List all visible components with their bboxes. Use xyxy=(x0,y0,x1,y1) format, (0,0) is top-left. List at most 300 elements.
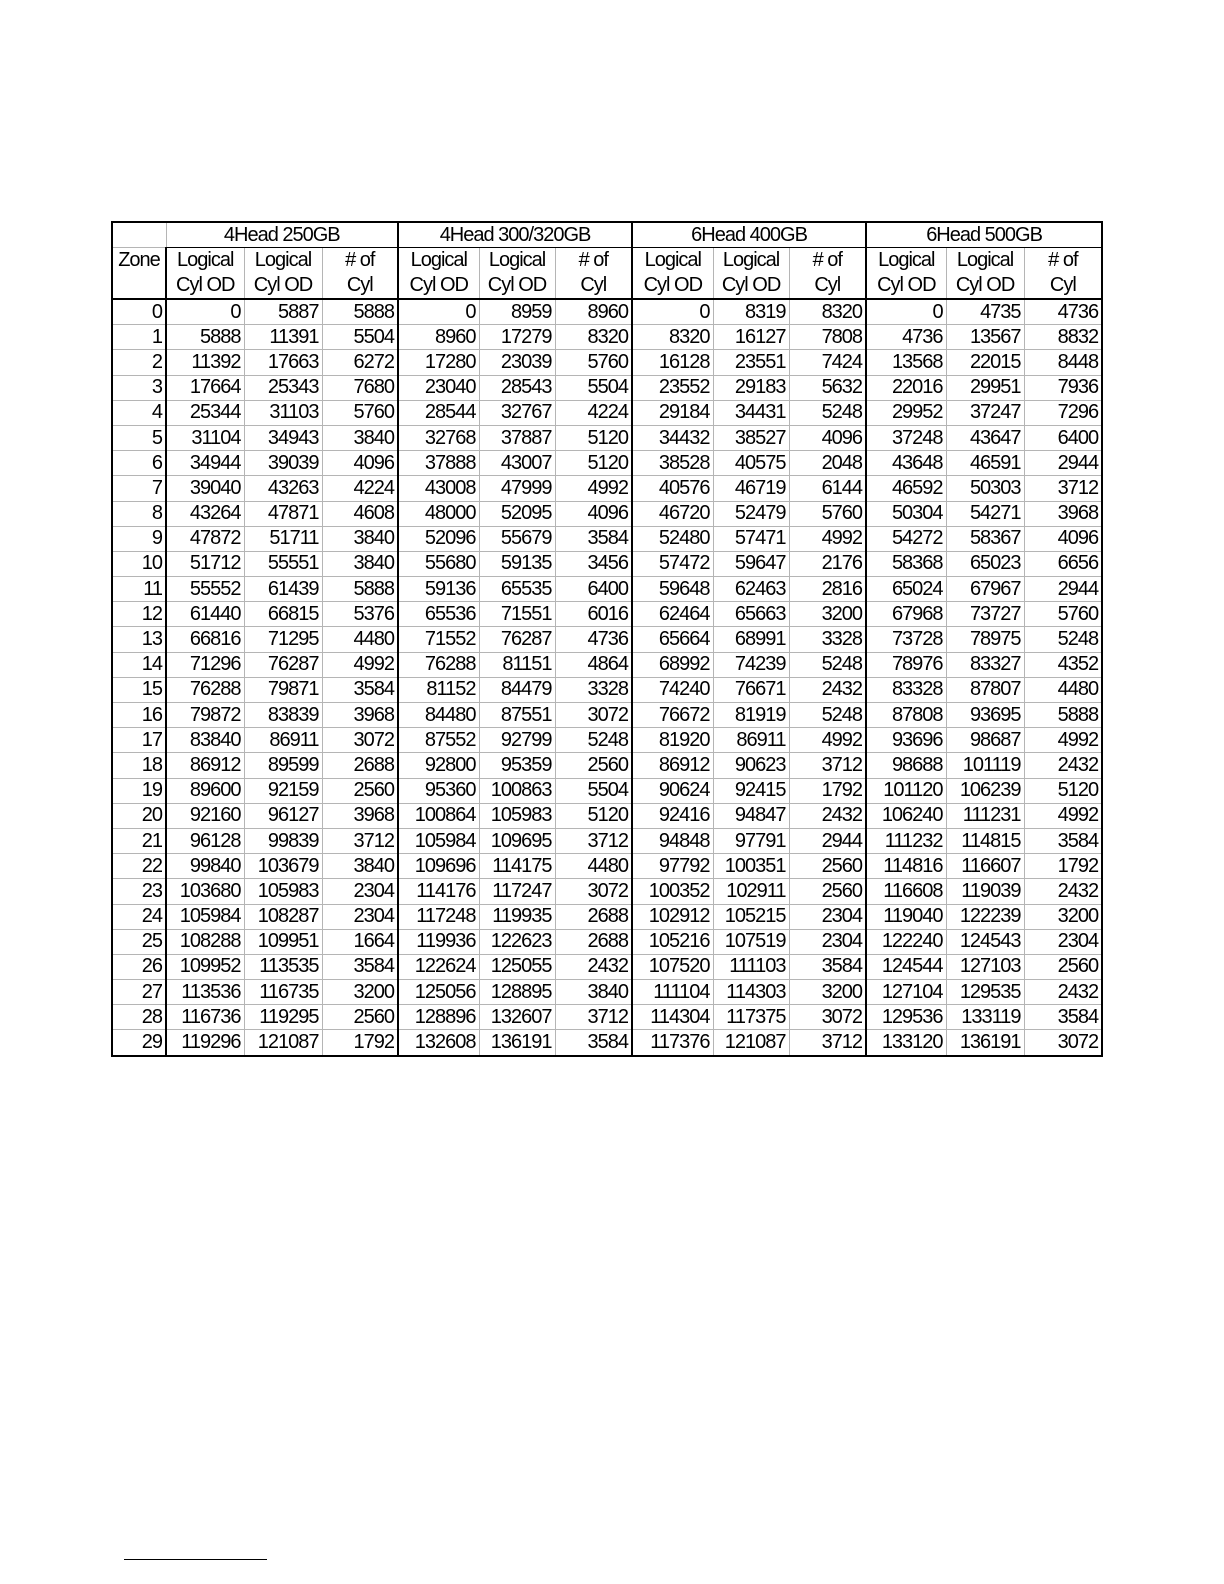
zone-cell: 25 xyxy=(112,929,166,954)
4head-300-320gb-logical-cyl-od-end-cell: 71551 xyxy=(479,602,555,627)
4head-250gb-logical-cyl-od-end-cell: 96127 xyxy=(244,803,322,828)
4head-250gb-logical-cyl-od-start-cell: 0 xyxy=(166,299,244,325)
table-row xyxy=(112,753,1102,778)
4head-300-320gb-num-cyl-cell: 4736 xyxy=(555,627,632,652)
zone-cell: 22 xyxy=(112,854,166,879)
zone-cell: 15 xyxy=(112,677,166,702)
4head-300-320gb-logical-cyl-od-end-cell: 47999 xyxy=(479,476,555,501)
6head-400gb-logical-cyl-od-end-cell: 86911 xyxy=(713,728,789,753)
4head-250gb-logical-cyl-od-end-cell: 103679 xyxy=(244,854,322,879)
4head-300-320gb-logical-cyl-od-start-cell: 109696 xyxy=(398,854,479,879)
6head-400gb-logical-cyl-od-end-cell: 34431 xyxy=(713,400,789,425)
6head-400gb-logical-cyl-od-start-cell: 23552 xyxy=(632,375,713,400)
4head-300-320gb-logical-cyl-od-start-cell: 84480 xyxy=(398,703,479,728)
6head-400gb-logical-cyl-od-end-cell: 59647 xyxy=(713,551,789,576)
col-subheader-4head-300-320gb-num-cyl: Cyl xyxy=(555,273,632,299)
6head-500gb-logical-cyl-od-end-cell: 111231 xyxy=(946,803,1024,828)
zone-cell: 3 xyxy=(112,375,166,400)
6head-400gb-logical-cyl-od-start-cell: 46720 xyxy=(632,501,713,526)
4head-250gb-num-cyl-cell: 2304 xyxy=(322,879,398,904)
6head-400gb-num-cyl-cell: 7808 xyxy=(789,325,866,350)
4head-250gb-num-cyl-cell: 6272 xyxy=(322,350,398,375)
4head-250gb-logical-cyl-od-end-cell: 61439 xyxy=(244,577,322,602)
table-row xyxy=(112,425,1102,450)
6head-500gb-num-cyl-cell: 4096 xyxy=(1024,526,1102,551)
4head-250gb-logical-cyl-od-end-cell: 92159 xyxy=(244,778,322,803)
4head-250gb-logical-cyl-od-start-cell: 11392 xyxy=(166,350,244,375)
4head-300-320gb-num-cyl-cell: 8960 xyxy=(555,299,632,325)
4head-250gb-logical-cyl-od-start-cell: 76288 xyxy=(166,677,244,702)
4head-300-320gb-logical-cyl-od-start-cell: 76288 xyxy=(398,652,479,677)
6head-500gb-logical-cyl-od-end-cell: 67967 xyxy=(946,577,1024,602)
4head-300-320gb-logical-cyl-od-end-cell: 52095 xyxy=(479,501,555,526)
6head-400gb-logical-cyl-od-start-cell: 97792 xyxy=(632,854,713,879)
6head-400gb-logical-cyl-od-end-cell: 121087 xyxy=(713,1030,789,1056)
6head-500gb-num-cyl-cell: 8832 xyxy=(1024,325,1102,350)
table-row xyxy=(112,451,1102,476)
6head-500gb-logical-cyl-od-start-cell: 124544 xyxy=(866,954,946,979)
6head-400gb-logical-cyl-od-start-cell: 94848 xyxy=(632,828,713,853)
6head-500gb-logical-cyl-od-end-cell: 37247 xyxy=(946,400,1024,425)
6head-500gb-logical-cyl-od-start-cell: 98688 xyxy=(866,753,946,778)
header-group-row xyxy=(112,222,1102,248)
4head-300-320gb-logical-cyl-od-end-cell: 117247 xyxy=(479,879,555,904)
4head-300-320gb-logical-cyl-od-start-cell: 52096 xyxy=(398,526,479,551)
4head-300-320gb-num-cyl-cell: 2432 xyxy=(555,954,632,979)
6head-400gb-logical-cyl-od-start-cell: 38528 xyxy=(632,451,713,476)
6head-500gb-num-cyl-cell: 4992 xyxy=(1024,803,1102,828)
4head-300-320gb-logical-cyl-od-end-cell: 105983 xyxy=(479,803,555,828)
table-row xyxy=(112,803,1102,828)
4head-300-320gb-logical-cyl-od-start-cell: 128896 xyxy=(398,1005,479,1030)
group-header-4head-250gb: 4Head 250GB xyxy=(166,222,398,248)
6head-400gb-logical-cyl-od-start-cell: 40576 xyxy=(632,476,713,501)
col-header-6head-500gb-logical-cyl-od-end: Logical xyxy=(946,248,1024,274)
4head-250gb-num-cyl-cell: 3840 xyxy=(322,551,398,576)
4head-300-320gb-num-cyl-cell: 3584 xyxy=(555,526,632,551)
4head-250gb-logical-cyl-od-start-cell: 116736 xyxy=(166,1005,244,1030)
4head-250gb-num-cyl-cell: 4096 xyxy=(322,451,398,476)
4head-300-320gb-logical-cyl-od-end-cell: 28543 xyxy=(479,375,555,400)
6head-500gb-num-cyl-cell: 3968 xyxy=(1024,501,1102,526)
table-row xyxy=(112,400,1102,425)
col-header-6head-500gb-num-cyl: # of xyxy=(1024,248,1102,274)
4head-250gb-num-cyl-cell: 4608 xyxy=(322,501,398,526)
4head-250gb-logical-cyl-od-start-cell: 92160 xyxy=(166,803,244,828)
4head-300-320gb-logical-cyl-od-end-cell: 37887 xyxy=(479,425,555,450)
6head-500gb-logical-cyl-od-start-cell: 46592 xyxy=(866,476,946,501)
4head-300-320gb-logical-cyl-od-start-cell: 55680 xyxy=(398,551,479,576)
4head-300-320gb-logical-cyl-od-end-cell: 76287 xyxy=(479,627,555,652)
6head-400gb-num-cyl-cell: 2304 xyxy=(789,929,866,954)
table-row xyxy=(112,325,1102,350)
6head-400gb-num-cyl-cell: 3712 xyxy=(789,753,866,778)
4head-300-320gb-logical-cyl-od-end-cell: 55679 xyxy=(479,526,555,551)
4head-300-320gb-logical-cyl-od-end-cell: 32767 xyxy=(479,400,555,425)
4head-300-320gb-logical-cyl-od-start-cell: 43008 xyxy=(398,476,479,501)
6head-500gb-logical-cyl-od-end-cell: 122239 xyxy=(946,904,1024,929)
col-header-4head-300-320gb-logical-cyl-od-start: Logical xyxy=(398,248,479,274)
zone-cell: 29 xyxy=(112,1030,166,1056)
6head-400gb-logical-cyl-od-end-cell: 111103 xyxy=(713,954,789,979)
6head-400gb-num-cyl-cell: 6144 xyxy=(789,476,866,501)
6head-400gb-num-cyl-cell: 7424 xyxy=(789,350,866,375)
6head-400gb-num-cyl-cell: 2304 xyxy=(789,904,866,929)
6head-400gb-num-cyl-cell: 3712 xyxy=(789,1030,866,1056)
4head-250gb-logical-cyl-od-end-cell: 31103 xyxy=(244,400,322,425)
4head-300-320gb-logical-cyl-od-start-cell: 114176 xyxy=(398,879,479,904)
4head-300-320gb-num-cyl-cell: 3712 xyxy=(555,828,632,853)
4head-300-320gb-logical-cyl-od-start-cell: 117248 xyxy=(398,904,479,929)
6head-500gb-logical-cyl-od-start-cell: 129536 xyxy=(866,1005,946,1030)
6head-500gb-logical-cyl-od-start-cell: 0 xyxy=(866,299,946,325)
6head-400gb-logical-cyl-od-start-cell: 74240 xyxy=(632,677,713,702)
6head-500gb-logical-cyl-od-start-cell: 22016 xyxy=(866,375,946,400)
4head-300-320gb-logical-cyl-od-start-cell: 87552 xyxy=(398,728,479,753)
4head-250gb-num-cyl-cell: 1664 xyxy=(322,929,398,954)
6head-500gb-logical-cyl-od-end-cell: 58367 xyxy=(946,526,1024,551)
6head-400gb-num-cyl-cell: 5248 xyxy=(789,703,866,728)
4head-300-320gb-num-cyl-cell: 8320 xyxy=(555,325,632,350)
4head-250gb-num-cyl-cell: 3840 xyxy=(322,425,398,450)
table-row xyxy=(112,627,1102,652)
6head-500gb-logical-cyl-od-start-cell: 101120 xyxy=(866,778,946,803)
6head-500gb-num-cyl-cell: 8448 xyxy=(1024,350,1102,375)
6head-500gb-logical-cyl-od-end-cell: 65023 xyxy=(946,551,1024,576)
6head-500gb-logical-cyl-od-end-cell: 133119 xyxy=(946,1005,1024,1030)
6head-400gb-logical-cyl-od-start-cell: 81920 xyxy=(632,728,713,753)
4head-300-320gb-logical-cyl-od-start-cell: 100864 xyxy=(398,803,479,828)
group-header-6head-500gb: 6Head 500GB xyxy=(866,222,1102,248)
4head-300-320gb-logical-cyl-od-end-cell: 84479 xyxy=(479,677,555,702)
4head-250gb-num-cyl-cell: 2688 xyxy=(322,753,398,778)
4head-250gb-logical-cyl-od-start-cell: 25344 xyxy=(166,400,244,425)
zone-cell: 18 xyxy=(112,753,166,778)
table-row xyxy=(112,501,1102,526)
col-subheader-6head-500gb-num-cyl: Cyl xyxy=(1024,273,1102,299)
4head-250gb-logical-cyl-od-end-cell: 55551 xyxy=(244,551,322,576)
zone-cell: 12 xyxy=(112,602,166,627)
6head-400gb-num-cyl-cell: 8320 xyxy=(789,299,866,325)
6head-400gb-logical-cyl-od-end-cell: 38527 xyxy=(713,425,789,450)
4head-300-320gb-num-cyl-cell: 3456 xyxy=(555,551,632,576)
6head-500gb-logical-cyl-od-end-cell: 124543 xyxy=(946,929,1024,954)
4head-250gb-num-cyl-cell: 3968 xyxy=(322,703,398,728)
6head-500gb-logical-cyl-od-end-cell: 50303 xyxy=(946,476,1024,501)
4head-300-320gb-num-cyl-cell: 2688 xyxy=(555,904,632,929)
6head-500gb-num-cyl-cell: 5120 xyxy=(1024,778,1102,803)
6head-500gb-num-cyl-cell: 2432 xyxy=(1024,879,1102,904)
4head-300-320gb-logical-cyl-od-start-cell: 23040 xyxy=(398,375,479,400)
4head-300-320gb-logical-cyl-od-end-cell: 114175 xyxy=(479,854,555,879)
6head-500gb-logical-cyl-od-end-cell: 87807 xyxy=(946,677,1024,702)
4head-300-320gb-num-cyl-cell: 5504 xyxy=(555,375,632,400)
6head-400gb-num-cyl-cell: 2816 xyxy=(789,577,866,602)
4head-300-320gb-logical-cyl-od-end-cell: 119935 xyxy=(479,904,555,929)
table-row xyxy=(112,929,1102,954)
6head-400gb-num-cyl-cell: 3584 xyxy=(789,954,866,979)
6head-500gb-num-cyl-cell: 2304 xyxy=(1024,929,1102,954)
4head-300-320gb-logical-cyl-od-start-cell: 95360 xyxy=(398,778,479,803)
6head-500gb-logical-cyl-od-end-cell: 129535 xyxy=(946,980,1024,1005)
4head-300-320gb-num-cyl-cell: 3328 xyxy=(555,677,632,702)
6head-400gb-logical-cyl-od-end-cell: 29183 xyxy=(713,375,789,400)
4head-250gb-logical-cyl-od-start-cell: 113536 xyxy=(166,980,244,1005)
6head-400gb-num-cyl-cell: 3328 xyxy=(789,627,866,652)
4head-250gb-logical-cyl-od-end-cell: 116735 xyxy=(244,980,322,1005)
6head-500gb-num-cyl-cell: 4736 xyxy=(1024,299,1102,325)
4head-250gb-logical-cyl-od-end-cell: 43263 xyxy=(244,476,322,501)
6head-500gb-num-cyl-cell: 2944 xyxy=(1024,451,1102,476)
6head-400gb-logical-cyl-od-start-cell: 65664 xyxy=(632,627,713,652)
6head-500gb-logical-cyl-od-start-cell: 106240 xyxy=(866,803,946,828)
table-row xyxy=(112,854,1102,879)
6head-500gb-num-cyl-cell: 1792 xyxy=(1024,854,1102,879)
6head-500gb-logical-cyl-od-end-cell: 73727 xyxy=(946,602,1024,627)
zone-cell: 10 xyxy=(112,551,166,576)
6head-400gb-num-cyl-cell: 5248 xyxy=(789,400,866,425)
4head-300-320gb-logical-cyl-od-end-cell: 87551 xyxy=(479,703,555,728)
6head-400gb-logical-cyl-od-end-cell: 76671 xyxy=(713,677,789,702)
col-subheader-4head-250gb-num-cyl: Cyl xyxy=(322,273,398,299)
col-subheader-6head-400gb-num-cyl: Cyl xyxy=(789,273,866,299)
4head-300-320gb-logical-cyl-od-end-cell: 65535 xyxy=(479,577,555,602)
6head-500gb-num-cyl-cell: 6656 xyxy=(1024,551,1102,576)
6head-500gb-logical-cyl-od-start-cell: 58368 xyxy=(866,551,946,576)
4head-250gb-num-cyl-cell: 3584 xyxy=(322,954,398,979)
zone-cell: 16 xyxy=(112,703,166,728)
6head-400gb-num-cyl-cell: 2432 xyxy=(789,677,866,702)
4head-300-320gb-num-cyl-cell: 5248 xyxy=(555,728,632,753)
4head-250gb-logical-cyl-od-start-cell: 17664 xyxy=(166,375,244,400)
6head-400gb-logical-cyl-od-start-cell: 0 xyxy=(632,299,713,325)
table-row xyxy=(112,577,1102,602)
4head-250gb-logical-cyl-od-start-cell: 109952 xyxy=(166,954,244,979)
table-row xyxy=(112,778,1102,803)
zone-cell: 4 xyxy=(112,400,166,425)
6head-500gb-num-cyl-cell: 2944 xyxy=(1024,577,1102,602)
4head-250gb-logical-cyl-od-end-cell: 66815 xyxy=(244,602,322,627)
table-row xyxy=(112,350,1102,375)
4head-250gb-logical-cyl-od-end-cell: 108287 xyxy=(244,904,322,929)
6head-400gb-logical-cyl-od-start-cell: 105216 xyxy=(632,929,713,954)
6head-400gb-logical-cyl-od-start-cell: 68992 xyxy=(632,652,713,677)
col-subheader-4head-300-320gb-logical-cyl-od-end: Cyl OD xyxy=(479,273,555,299)
zone-cell: 28 xyxy=(112,1005,166,1030)
zone-cell: 14 xyxy=(112,652,166,677)
4head-300-320gb-num-cyl-cell: 3712 xyxy=(555,1005,632,1030)
4head-300-320gb-logical-cyl-od-start-cell: 17280 xyxy=(398,350,479,375)
table-body xyxy=(112,299,1102,1056)
4head-300-320gb-num-cyl-cell: 4224 xyxy=(555,400,632,425)
zone-cell: 23 xyxy=(112,879,166,904)
4head-250gb-logical-cyl-od-start-cell: 105984 xyxy=(166,904,244,929)
6head-500gb-logical-cyl-od-end-cell: 106239 xyxy=(946,778,1024,803)
6head-500gb-num-cyl-cell: 7936 xyxy=(1024,375,1102,400)
4head-300-320gb-logical-cyl-od-start-cell: 122624 xyxy=(398,954,479,979)
6head-500gb-logical-cyl-od-start-cell: 119040 xyxy=(866,904,946,929)
zone-cell: 0 xyxy=(112,299,166,325)
6head-400gb-logical-cyl-od-end-cell: 57471 xyxy=(713,526,789,551)
4head-300-320gb-logical-cyl-od-start-cell: 71552 xyxy=(398,627,479,652)
4head-250gb-logical-cyl-od-end-cell: 83839 xyxy=(244,703,322,728)
4head-250gb-num-cyl-cell: 3200 xyxy=(322,980,398,1005)
4head-250gb-num-cyl-cell: 7680 xyxy=(322,375,398,400)
6head-400gb-logical-cyl-od-end-cell: 90623 xyxy=(713,753,789,778)
4head-250gb-num-cyl-cell: 4992 xyxy=(322,652,398,677)
6head-500gb-logical-cyl-od-end-cell: 119039 xyxy=(946,879,1024,904)
6head-400gb-num-cyl-cell: 2560 xyxy=(789,879,866,904)
4head-250gb-num-cyl-cell: 5760 xyxy=(322,400,398,425)
6head-400gb-logical-cyl-od-start-cell: 29184 xyxy=(632,400,713,425)
6head-400gb-logical-cyl-od-start-cell: 34432 xyxy=(632,425,713,450)
6head-500gb-logical-cyl-od-end-cell: 136191 xyxy=(946,1030,1024,1056)
6head-400gb-num-cyl-cell: 5248 xyxy=(789,652,866,677)
6head-500gb-logical-cyl-od-start-cell: 67968 xyxy=(866,602,946,627)
4head-250gb-logical-cyl-od-start-cell: 66816 xyxy=(166,627,244,652)
6head-400gb-logical-cyl-od-end-cell: 105215 xyxy=(713,904,789,929)
4head-300-320gb-logical-cyl-od-end-cell: 100863 xyxy=(479,778,555,803)
4head-250gb-logical-cyl-od-end-cell: 119295 xyxy=(244,1005,322,1030)
4head-250gb-logical-cyl-od-start-cell: 96128 xyxy=(166,828,244,853)
table-header xyxy=(112,222,1102,299)
4head-250gb-logical-cyl-od-start-cell: 55552 xyxy=(166,577,244,602)
6head-500gb-logical-cyl-od-end-cell: 46591 xyxy=(946,451,1024,476)
6head-400gb-logical-cyl-od-end-cell: 65663 xyxy=(713,602,789,627)
table-row xyxy=(112,1030,1102,1056)
4head-300-320gb-num-cyl-cell: 4480 xyxy=(555,854,632,879)
4head-250gb-num-cyl-cell: 2560 xyxy=(322,778,398,803)
6head-400gb-logical-cyl-od-end-cell: 8319 xyxy=(713,299,789,325)
table-row xyxy=(112,954,1102,979)
6head-500gb-num-cyl-cell: 3712 xyxy=(1024,476,1102,501)
4head-250gb-logical-cyl-od-end-cell: 89599 xyxy=(244,753,322,778)
6head-500gb-logical-cyl-od-start-cell: 73728 xyxy=(866,627,946,652)
6head-500gb-logical-cyl-od-start-cell: 29952 xyxy=(866,400,946,425)
6head-400gb-num-cyl-cell: 4096 xyxy=(789,425,866,450)
6head-500gb-num-cyl-cell: 3584 xyxy=(1024,1005,1102,1030)
group-header-4head-300-320gb: 4Head 300/320GB xyxy=(398,222,632,248)
4head-250gb-logical-cyl-od-end-cell: 25343 xyxy=(244,375,322,400)
4head-250gb-logical-cyl-od-end-cell: 79871 xyxy=(244,677,322,702)
4head-250gb-num-cyl-cell: 5888 xyxy=(322,299,398,325)
table-row xyxy=(112,526,1102,551)
4head-300-320gb-logical-cyl-od-end-cell: 136191 xyxy=(479,1030,555,1056)
4head-250gb-logical-cyl-od-end-cell: 109951 xyxy=(244,929,322,954)
table-row xyxy=(112,551,1102,576)
col-header-6head-400gb-logical-cyl-od-end: Logical xyxy=(713,248,789,274)
4head-250gb-num-cyl-cell: 2560 xyxy=(322,1005,398,1030)
4head-300-320gb-logical-cyl-od-start-cell: 0 xyxy=(398,299,479,325)
4head-250gb-num-cyl-cell: 3584 xyxy=(322,677,398,702)
4head-300-320gb-logical-cyl-od-start-cell: 37888 xyxy=(398,451,479,476)
4head-250gb-logical-cyl-od-start-cell: 43264 xyxy=(166,501,244,526)
4head-250gb-logical-cyl-od-end-cell: 17663 xyxy=(244,350,322,375)
table-row xyxy=(112,828,1102,853)
col-header-4head-250gb-num-cyl: # of xyxy=(322,248,398,274)
4head-250gb-num-cyl-cell: 3840 xyxy=(322,854,398,879)
col-subheader-6head-400gb-logical-cyl-od-start: Cyl OD xyxy=(632,273,713,299)
6head-400gb-logical-cyl-od-end-cell: 40575 xyxy=(713,451,789,476)
4head-300-320gb-logical-cyl-od-start-cell: 81152 xyxy=(398,677,479,702)
6head-500gb-logical-cyl-od-end-cell: 83327 xyxy=(946,652,1024,677)
4head-250gb-logical-cyl-od-start-cell: 83840 xyxy=(166,728,244,753)
4head-250gb-logical-cyl-od-start-cell: 103680 xyxy=(166,879,244,904)
6head-500gb-logical-cyl-od-end-cell: 22015 xyxy=(946,350,1024,375)
6head-400gb-logical-cyl-od-end-cell: 94847 xyxy=(713,803,789,828)
4head-250gb-logical-cyl-od-start-cell: 79872 xyxy=(166,703,244,728)
6head-500gb-logical-cyl-od-start-cell: 122240 xyxy=(866,929,946,954)
6head-500gb-logical-cyl-od-start-cell: 37248 xyxy=(866,425,946,450)
6head-400gb-logical-cyl-od-start-cell: 52480 xyxy=(632,526,713,551)
6head-500gb-logical-cyl-od-end-cell: 93695 xyxy=(946,703,1024,728)
6head-400gb-num-cyl-cell: 3200 xyxy=(789,980,866,1005)
6head-500gb-num-cyl-cell: 7296 xyxy=(1024,400,1102,425)
4head-250gb-num-cyl-cell: 4224 xyxy=(322,476,398,501)
4head-250gb-logical-cyl-od-end-cell: 86911 xyxy=(244,728,322,753)
6head-500gb-logical-cyl-od-end-cell: 4735 xyxy=(946,299,1024,325)
6head-500gb-logical-cyl-od-end-cell: 13567 xyxy=(946,325,1024,350)
4head-250gb-logical-cyl-od-start-cell: 5888 xyxy=(166,325,244,350)
6head-400gb-logical-cyl-od-start-cell: 16128 xyxy=(632,350,713,375)
6head-400gb-logical-cyl-od-start-cell: 57472 xyxy=(632,551,713,576)
group-header-6head-400gb: 6Head 400GB xyxy=(632,222,866,248)
zone-cell: 2 xyxy=(112,350,166,375)
6head-500gb-logical-cyl-od-end-cell: 29951 xyxy=(946,375,1024,400)
4head-250gb-logical-cyl-od-start-cell: 71296 xyxy=(166,652,244,677)
zone-cell: 9 xyxy=(112,526,166,551)
col-header-4head-250gb-logical-cyl-od-end: Logical xyxy=(244,248,322,274)
6head-500gb-logical-cyl-od-end-cell: 127103 xyxy=(946,954,1024,979)
6head-400gb-num-cyl-cell: 3072 xyxy=(789,1005,866,1030)
col-subheader-6head-500gb-logical-cyl-od-start: Cyl OD xyxy=(866,273,946,299)
zone-cell: 5 xyxy=(112,425,166,450)
4head-250gb-logical-cyl-od-start-cell: 31104 xyxy=(166,425,244,450)
4head-250gb-logical-cyl-od-start-cell: 61440 xyxy=(166,602,244,627)
col-subheader-6head-400gb-logical-cyl-od-end: Cyl OD xyxy=(713,273,789,299)
6head-400gb-logical-cyl-od-start-cell: 92416 xyxy=(632,803,713,828)
4head-300-320gb-logical-cyl-od-start-cell: 32768 xyxy=(398,425,479,450)
6head-400gb-logical-cyl-od-start-cell: 107520 xyxy=(632,954,713,979)
6head-500gb-logical-cyl-od-start-cell: 4736 xyxy=(866,325,946,350)
4head-250gb-num-cyl-cell: 3072 xyxy=(322,728,398,753)
6head-400gb-logical-cyl-od-end-cell: 62463 xyxy=(713,577,789,602)
table-row xyxy=(112,476,1102,501)
6head-500gb-logical-cyl-od-start-cell: 78976 xyxy=(866,652,946,677)
4head-250gb-logical-cyl-od-start-cell: 34944 xyxy=(166,451,244,476)
6head-400gb-num-cyl-cell: 4992 xyxy=(789,728,866,753)
table-row xyxy=(112,904,1102,929)
6head-500gb-logical-cyl-od-start-cell: 111232 xyxy=(866,828,946,853)
6head-500gb-num-cyl-cell: 2432 xyxy=(1024,753,1102,778)
zone-cell: 17 xyxy=(112,728,166,753)
col-subheader-4head-250gb-logical-cyl-od-end: Cyl OD xyxy=(244,273,322,299)
6head-400gb-logical-cyl-od-end-cell: 114303 xyxy=(713,980,789,1005)
6head-400gb-num-cyl-cell: 5760 xyxy=(789,501,866,526)
4head-300-320gb-logical-cyl-od-start-cell: 59136 xyxy=(398,577,479,602)
zone-cylinder-table xyxy=(111,221,1103,1057)
4head-250gb-num-cyl-cell: 5504 xyxy=(322,325,398,350)
4head-300-320gb-num-cyl-cell: 3072 xyxy=(555,703,632,728)
4head-300-320gb-logical-cyl-od-end-cell: 128895 xyxy=(479,980,555,1005)
4head-250gb-logical-cyl-od-end-cell: 39039 xyxy=(244,451,322,476)
4head-300-320gb-num-cyl-cell: 3840 xyxy=(555,980,632,1005)
4head-300-320gb-logical-cyl-od-start-cell: 28544 xyxy=(398,400,479,425)
6head-500gb-logical-cyl-od-start-cell: 114816 xyxy=(866,854,946,879)
4head-300-320gb-logical-cyl-od-end-cell: 81151 xyxy=(479,652,555,677)
4head-300-320gb-num-cyl-cell: 5120 xyxy=(555,803,632,828)
6head-400gb-logical-cyl-od-start-cell: 8320 xyxy=(632,325,713,350)
